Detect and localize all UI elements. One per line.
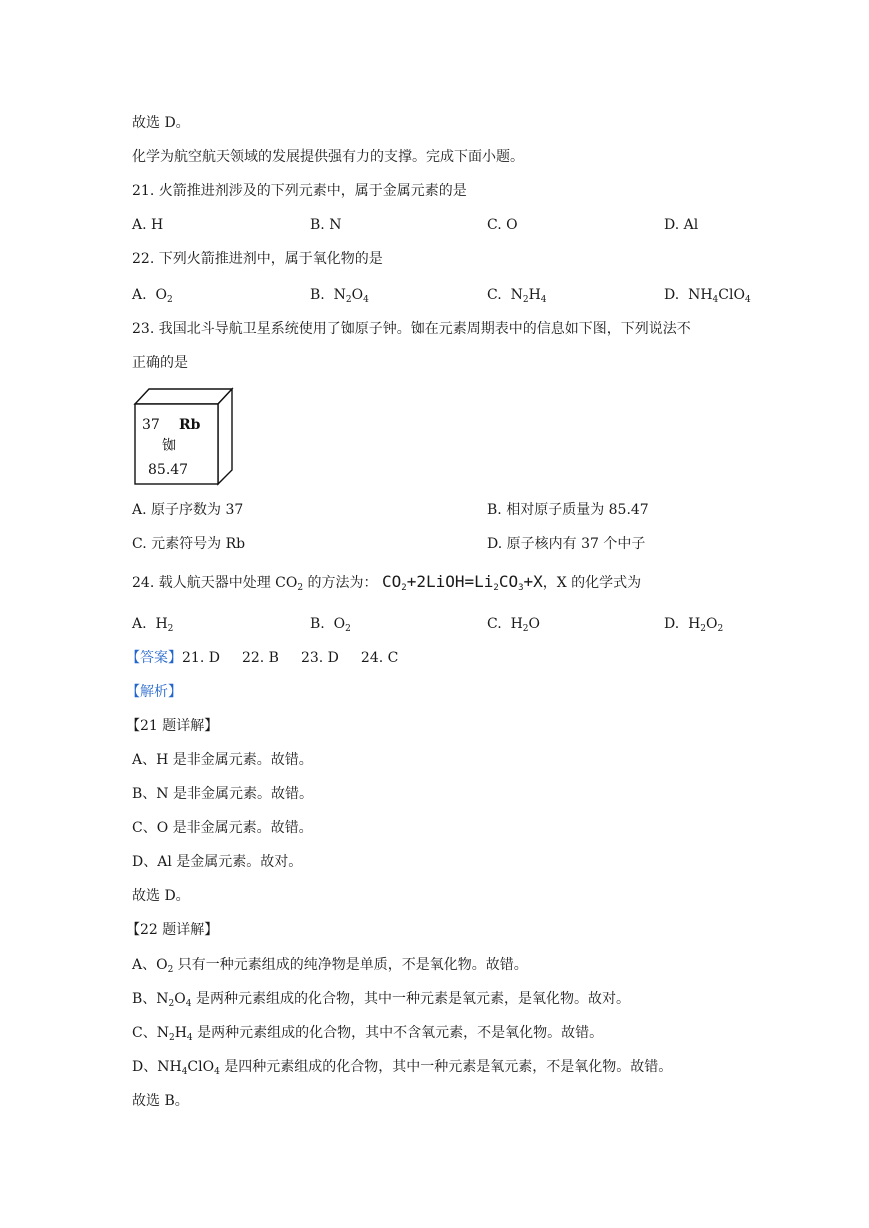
q21-option-c: C. O [487, 217, 518, 233]
question-21: 21. 火箭推进剂涉及的下列元素中，属于金属元素的是 [132, 183, 467, 199]
question-22: 22. 下列火箭推进剂中，属于氧化物的是 [132, 251, 383, 267]
analysis-label: 【解析】 [126, 684, 182, 700]
explain-21-b: B、N 是非金属元素。故错。 [132, 786, 313, 802]
element-mass: 85.47 [148, 462, 189, 478]
q23-option-d: D. 原子核内有 37 个中子 [487, 536, 646, 552]
element-card-rubidium [132, 386, 238, 486]
q21-option-d: D. Al [664, 217, 699, 233]
q22-option-c: C. $N_2H_4$ [487, 287, 547, 305]
q24-option-c: C. $H_2O$ [487, 616, 540, 634]
q22-option-d: D. $NH_4ClO_4$ [664, 287, 751, 305]
q23-option-a: A. 原子序数为 37 [132, 502, 244, 518]
question-23-line2: 正确的是 [132, 355, 188, 371]
explain-21-a: A、H 是非金属元素。故错。 [132, 752, 313, 768]
q24-option-b: B. $O_2$ [310, 616, 351, 634]
conclusion-22: 故选 B。 [132, 1093, 189, 1109]
answer-label: 【答案】 [126, 650, 182, 666]
intro-text: 化学为航空航天领域的发展提供强有力的支撑。完成下面小题。 [132, 149, 524, 165]
explain-21-c: C、O 是非金属元素。故错。 [132, 820, 313, 836]
reaction-equation: $CO_2+2LiOH=Li_2CO_3+X$ [382, 572, 543, 593]
element-symbol: Rb [179, 417, 201, 433]
q24-option-d: D. $H_2O_2$ [664, 616, 724, 634]
explain-22-d: D、$NH_4ClO_4$ 是四种元素组成的化合物，其中一种元素是氧元素，不是氧化物。故错。 [132, 1059, 673, 1077]
q21-option-a: A. H [132, 217, 164, 233]
question-24: 24. 载人航天器中处理 $CO_2$ 的方法为： $CO_2+2LiOH=Li_2CO_3+X$，X 的化学式为 [132, 572, 642, 593]
conclusion-21: 故选 D。 [132, 888, 190, 904]
q22-option-b: B. $N_2O_4$ [310, 287, 369, 305]
q24-option-a: A. $H_2$ [132, 616, 174, 634]
q23-option-b: B. 相对原子质量为 85.47 [487, 502, 649, 518]
explain-21-d: D、Al 是金属元素。故对。 [132, 854, 303, 870]
q23-option-c: C. 元素符号为 Rb [132, 536, 246, 552]
explain-22-b: B、$N_2O_4$ 是两种元素组成的化合物，其中一种元素是氧元素，是氧化物。故对。 [132, 991, 630, 1009]
heading-21-detail: 【21 题详解】 [126, 718, 219, 734]
answer-line: 【答案】21. D 22. B 23. D 24. C [126, 650, 399, 666]
conclusion-text: 故选 D。 [132, 115, 190, 131]
question-23-line1: 23. 我国北斗导航卫星系统使用了铷原子钟。铷在元素周期表中的信息如下图，下列说法不 [132, 321, 691, 337]
q21-option-b: B. N [310, 217, 342, 233]
element-name: 铷 [162, 438, 176, 454]
q22-option-a: A. $O_2$ [132, 287, 173, 305]
explain-22-c: C、$N_2H_4$ 是两种元素组成的化合物，其中不含氧元素，不是氧化物。故错。 [132, 1025, 604, 1043]
explain-22-a: A、$O_2$ 只有一种元素组成的纯净物是单质，不是氧化物。故错。 [132, 957, 528, 975]
element-number: 37 [142, 417, 160, 433]
heading-22-detail: 【22 题详解】 [126, 922, 219, 938]
